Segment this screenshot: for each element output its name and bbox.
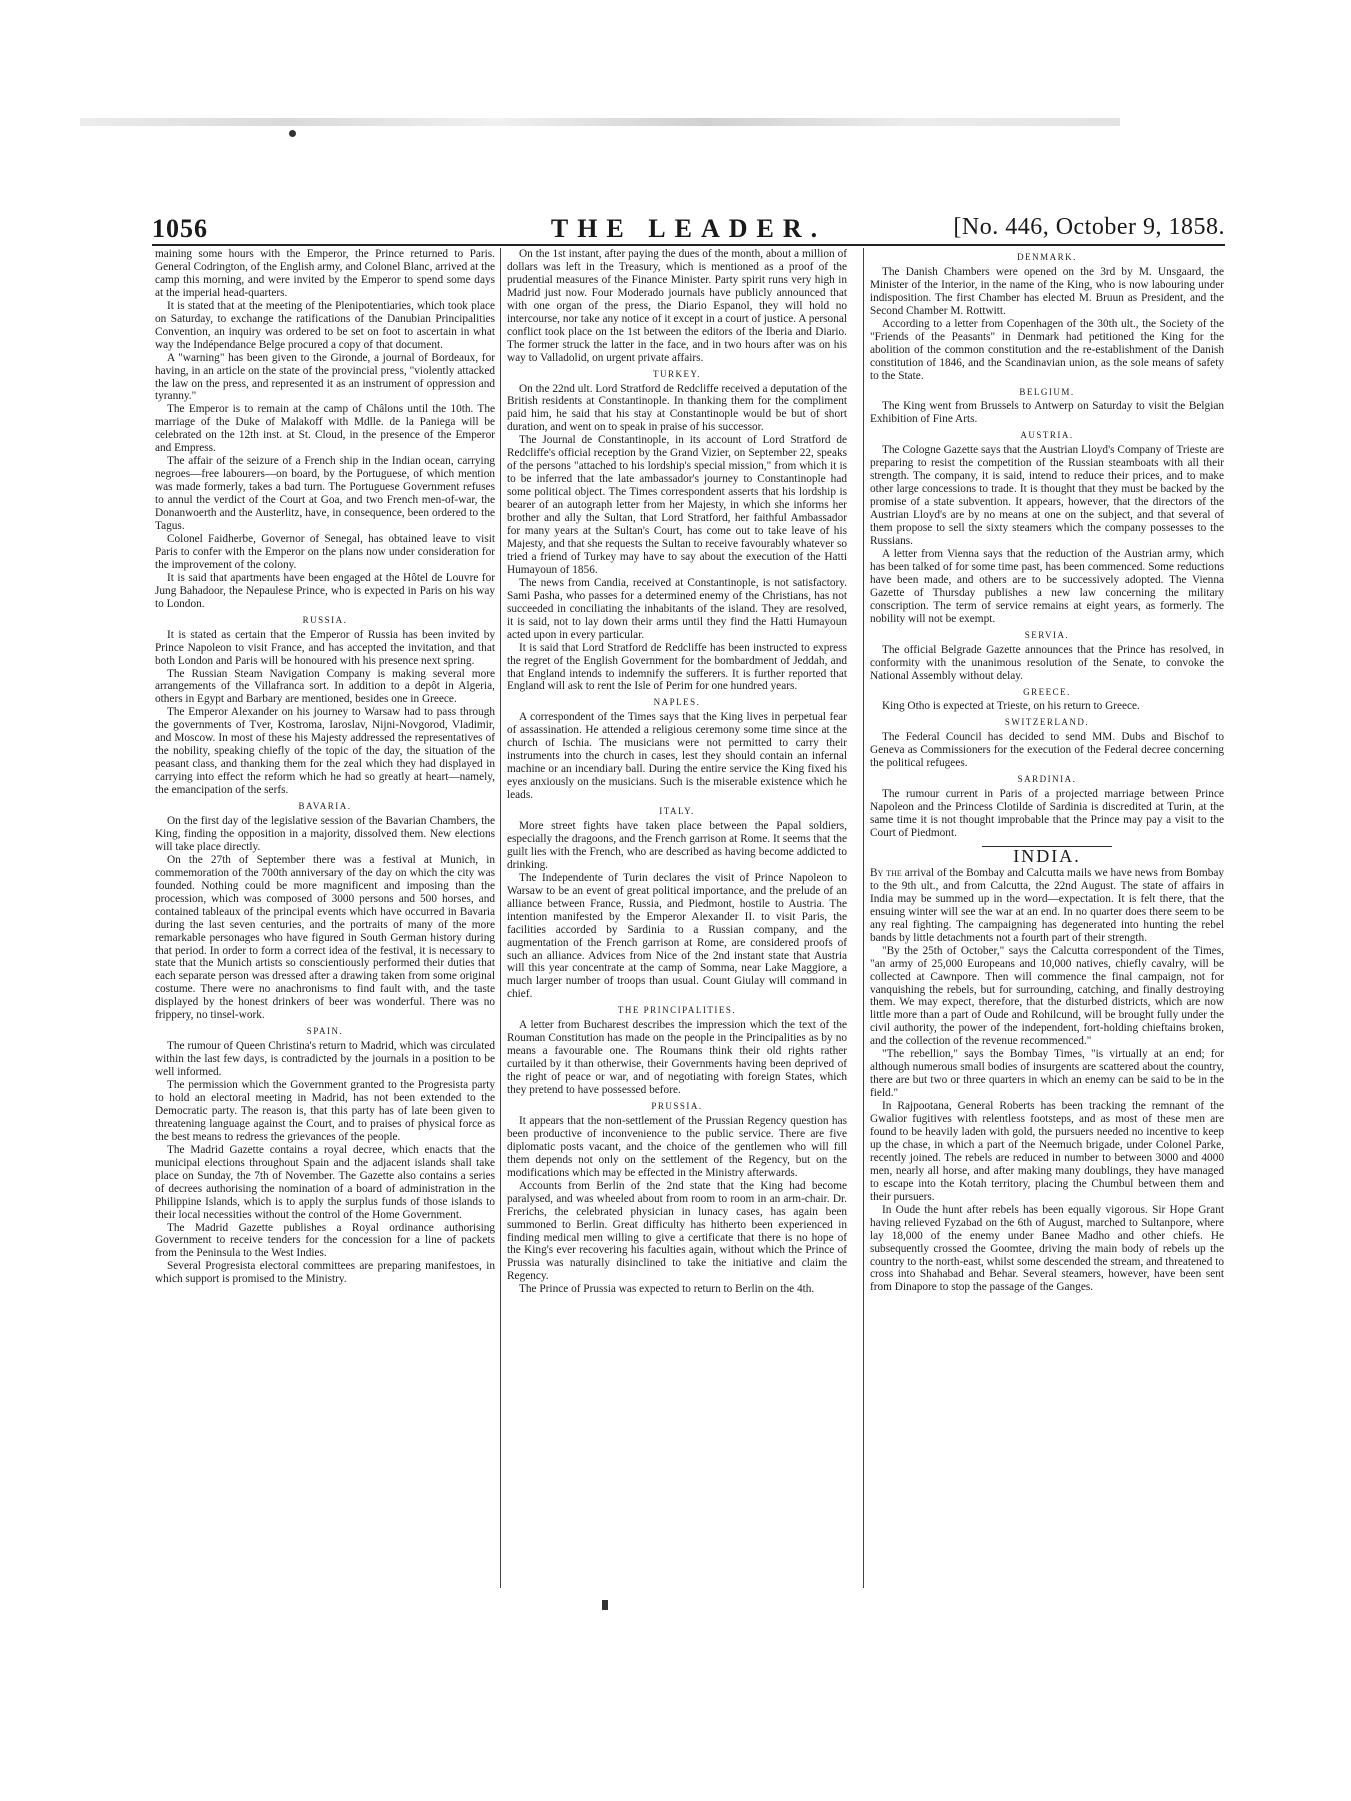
paragraph: The Emperor is to remain at the camp of Châlons until the 10th. The marriage of the Duke of Malakoff with Mdlle. de la Paniega will be celebrated on the 12th inst. at St. Cloud, in the presence of the Emperor and Empress. xyxy=(155,403,495,455)
section-heading-switzerland: SWITZERLAND. xyxy=(1004,717,1090,728)
paragraph: A letter from Bucharest describes the impression which the text of the Rouman Constitution has made on the people in the Principalities as by no means a favourable one. The Roumans think their old rights rather curtailed by it than otherwise, their Governments having been deprived of the right of peace or war, and of negotiating with foreign States, which they pretend to have possessed before. xyxy=(507,1019,847,1097)
paragraph xyxy=(870,867,1224,945)
section-heading-greece: GREECE. xyxy=(1023,686,1071,697)
paragraph: The rumour of Queen Christina's return to Madrid, which was circulated within the last few days, is contradicted by the journals in a position to be well informed. xyxy=(155,1040,495,1079)
scan-artifact-mark xyxy=(602,1600,608,1610)
paragraph: More street fights have taken place between the Papal soldiers, especially the dragoons, and the French garrison at Rome. It seems that the guilt lies with the French, who are described as having become addicted to drinking. xyxy=(507,819,847,871)
paragraph: The Russian Steam Navigation Company is making several more arrangements of the Villafranca sort. In addition to a depôt in Algeria, others in Egypt and Barbary are mentioned, besides one in Greece. xyxy=(155,667,495,706)
section-heading-russia: RUSSIA. xyxy=(302,614,348,625)
paragraph: The Madrid Gazette publishes a Royal ordinance authorising Government to receive tenders for the concession for a line of packets from the Peninsula to the West Indies. xyxy=(155,1221,495,1260)
paragraph: The rumour current in Paris of a projected marriage between Prince Napoleon and the Princess Clotilde of Sardinia is discredited at Turin, at the same time it is not thought improbable that the Prince may pay a visit to the Court of Piedmont. xyxy=(870,788,1224,840)
paragraph: "By the 25th of October," says the Calcutta correspondent of the Times, "an army of 25,000 Europeans and 10,000 natives, chiefly cavalry, will be collected at Cawnpore. Then will commence the final campaign, not for vanquishing the rebels, but for surrounding, catching, and finally destroying them. We may expect, therefore, that the disturbed districts, which are now little more than a part of Oude and Rohilcund, will be brought fully under the civil authority, the power of the independent, fort-holding chieftains broken, and the collection of the revenue recommenced." xyxy=(870,944,1224,1048)
section-heading-prussia: PRUSSIA. xyxy=(651,1101,703,1111)
page-number: 1056 xyxy=(152,214,208,243)
section-heading-sardinia: SARDINIA. xyxy=(1017,774,1077,785)
paragraph: On the 22nd ult. Lord Stratford de Redcliffe received a deputation of the British residents at Constantinople. In thanking them for the compliment paid him, he said that his stay at Constantinople would be but of short duration, and went on to speak in praise of his successor. xyxy=(507,382,847,434)
paragraph: On the 1st instant, after paying the dues of the month, about a million of dollars was left in the Treasury, which is mentioned as a proof of the prudential measures of the Finance Minister. Party spirit runs very high in Madrid just now. Four Moderado journals have publicly announced that with one organ of the press, the Diario Espanol, they will hold no intercourse, nor take any notice of it except in a court of justice. A personal conflict took place on the 1st between the editors of the Iberia and Diario. The former struck the latter in the face, and in two hours after was on his way to Valladolid, on urgent private affairs. xyxy=(507,248,847,364)
column-2 xyxy=(507,248,847,1588)
paragraph: The Journal de Constantinople, in its account of Lord Stratford de Redcliffe's official reception by the Grand Vizier, on September 22, speaks of the persons "attached to his lordship's special mission," from which it is to be inferred that the late ambassador's journey to Constantinople had some political object. The Times correspondent asserts that his lordship is bearer of an autograph letter from her Majesty, in which she informs her brother and ally the Sultan, that Lord Stratford, her faithful Ambassador for many years at the Sultan's Court, has come out to take leave of his Majesty, and that she requests the Sultan to receive favourably whatever so tried a friend of Turkey may have to say about the execution of the Hatti Humayoun of 1856. xyxy=(507,434,847,576)
paragraph: In Oude the hunt after rebels has been equally vigorous. Sir Hope Grant having relieved Fyzabad on the 6th of August, marched to Sultanpore, where lay 18,000 of the enemy under Banee Madho and other chiefs. He subsequently crossed the Goomtee, driving the main body of rebels up the country to the north-east, whilst some descended the stream, and threatened to cross into Shahabad and Behar. Several steamers, however, have been sent from Dinapore to stop the passage of the Ganges. xyxy=(870,1203,1224,1294)
section-heading-principalities: THE PRINCIPALITIES. xyxy=(617,1005,737,1016)
paragraph: The Federal Council has decided to send MM. Dubs and Bischof to Geneva as Commissioners for the execution of the Federal decree concerning the political refugees. xyxy=(870,731,1224,770)
paragraph: It is said that apartments have been engaged at the Hôtel de Louvre for Jung Bahadoor, the Nepaulese Prince, who is expected in Paris on his way to London. xyxy=(155,571,495,610)
paragraph: According to a letter from Copenhagen of the 30th ult., the Society of the "Friends of the Peasants" in Denmark had petitioned the King for the abolition of the common constitution and the re-establishment of the Danish constitution of 1846, and the Scandinavian union, as the sole means of safety to the State. xyxy=(870,317,1224,382)
paragraph: The Independente of Turin declares the visit of Prince Napoleon to Warsaw to be an event of great political importance, and the prelude of an alliance between France, Russia, and Piedmont, hostile to Austria. The intention manifested by the Emperor Alexander II. to visit Paris, the facilities accorded by Sardinia to a Russian company, and the augmentation of the French garrison at Rome, are considered proofs of such an alliance. Advices from Nice of the 2nd instant state that Austria will this year concentrate at the camp of Somma, near Lake Maggiore, a much larger number of troops than usual. Count Giulay will command in chief. xyxy=(507,871,847,1001)
paragraph: Accounts from Berlin of the 2nd state that the King had become paralysed, and was wheeled about from room to room in an arm-chair. Dr. Frerichs, the celebrated physician in lunacy cases, has again been summoned to Berlin. Great difficulty has hitherto been experienced in finding medical men willing to give a certificate that there is no hope of the King's ever recovering his faculties again, without which the Prince of Prussia was naturally disinclined to take the initiative and claim the Regency. xyxy=(507,1179,847,1283)
paragraph: On the first day of the legislative session of the Bavarian Chambers, the King, finding the opposition in a majority, dissolved them. New elections will take place directly. xyxy=(155,814,495,853)
header-rule xyxy=(152,244,1225,246)
section-heading-bavaria: BAVARIA. xyxy=(298,801,352,812)
paragraph: The King went from Brussels to Antwerp on Saturday to visit the Belgian Exhibition of Fine Arts. xyxy=(870,400,1224,426)
paragraph: The Emperor Alexander on his journey to Warsaw had to pass through the governments of Tver, Kostroma, Iaroslav, Nijni-Novgorod, Vladimir, and Moscow. In most of these his Majesty addressed the representatives of the nobility, speaking chiefly of the topic of the day, the situation of the peasant class, and thanking them for the zeal which they had displayed in carrying into effect the reform which he had so greatly at heart—namely, the emancipation of the serfs. xyxy=(155,706,495,797)
paragraph-body: arrival of the Bombay and Calcutta mails we have news from Bombay to the 9th ult., and from Calcutta, the 22nd August. The state of affairs in India may be summed up in the word—expectation. It is felt there, that the ensuing winter will see the war at an end. In no quarter does there seem to be any real fighting. The campaigning has degenerated into hunting the rebel bands by little detachments not a fourth part of their strength. xyxy=(870,866,1224,944)
paragraph: The Danish Chambers were opened on the 3rd by M. Unsgaard, the Minister of the Interior, in the name of the King, who is now labouring under indisposition. The first Chamber has elected M. Bruun as President, and the Second Chamber M. Rottwitt. xyxy=(870,265,1224,317)
column-divider xyxy=(500,248,501,1588)
paragraph: On the 27th of September there was a festival at Munich, in commemoration of the 700th anniversary of the day on which the city was founded. Nothing could be more magnificent and imposing than the procession, which was composed of 3000 persons and 500 horses, and contained tableaux of the principal events which have occurred in Bavaria during the last seven centuries, and the portraits of many of the more remarkable personages who have figured in South German history during that period. In order to form a correct idea of the festival, it is necessary to state that the Munich artists so conscientiously performed their duties that each separate person was dressed after a drawing taken from some original costume. There were no anachronisms to find fault with, and the taste displayed by the honest drinkers of beer was wonderful. There was no frippery, no tinsel-work. xyxy=(155,853,495,1022)
paragraph: The news from Candia, received at Constantinople, is not satisfactory. Sami Pasha, who passes for a determined enemy of the Christians, has not succeeded in conciliating the inhabitants of the island. They are resolved, it is said, not to lay down their arms until they find the Hatti Humayoun acted upon in every particular. xyxy=(507,576,847,641)
page-header xyxy=(152,214,1225,244)
section-heading-italy: ITALY. xyxy=(659,806,695,817)
section-heading-naples: NAPLES. xyxy=(653,697,701,708)
section-heading-denmark: DENMARK. xyxy=(1017,252,1077,262)
column-1 xyxy=(155,248,495,1588)
paragraph: The Prince of Prussia was expected to return to Berlin on the 4th. xyxy=(519,1283,815,1296)
scan-artifact-band xyxy=(80,118,1120,126)
paper-title: THE LEADER. xyxy=(550,214,827,243)
paragraph: King Otho is expected at Trieste, on his return to Greece. xyxy=(882,700,1140,713)
section-heading-spain: SPAIN. xyxy=(306,1026,344,1037)
paragraph: maining some hours with the Emperor, the Prince returned to Paris. General Codrington, of the English army, and Colonel Blanc, arrived at the camp this morning, and were invited by the Emperor to spend some days at the imperial head-quarters. xyxy=(155,248,495,299)
drop-lead: By the xyxy=(870,866,902,879)
scan-artifact-dot xyxy=(289,130,296,137)
section-heading-austria: AUSTRIA. xyxy=(1020,430,1074,441)
section-heading-india: INDIA. xyxy=(1013,845,1081,866)
paragraph: Several Progresista electoral committees are preparing manifestoes, in which support is promised to the Ministry. xyxy=(155,1260,495,1286)
paragraph: The permission which the Government granted to the Progresista party to hold an electoral meeting in Madrid, has not been extended to the Democratic party. The reason is, that this party has of late been given to threatening language against the Court, and to praises of physical force as the best means to redress the grievances of the people. xyxy=(155,1079,495,1143)
paragraph: A letter from Vienna says that the reduction of the Austrian army, which has been talked of for some time past, has been commenced. Some reductions have been made, and others are to be successively adopted. The Vienna Gazette of Thursday publishes a new law concerning the military conscription. The term of service remains at eight years, as formerly. The nobility will not be exempt. xyxy=(870,547,1224,625)
paragraph: The affair of the seizure of a French ship in the Indian ocean, carrying negroes—free labourers—on board, by the Portuguese, of which mention was made formerly, takes a bad turn. The Portuguese Government refuses to annul the verdict of the Court at Goa, and two French men-of-war, the Donanwoerth and the Austerlitz, have, in consequence, been ordered to the Tagus. xyxy=(155,455,495,533)
paragraph: The official Belgrade Gazette announces that the Prince has resolved, in conformity with the unanimous resolution of the Senate, to convoke the National Assembly without delay. xyxy=(870,643,1224,682)
paragraph: It is said that Lord Stratford de Redcliffe has been instructed to express the regret of the English Government for the bombardment of Jeddah, and that England intends to indemnify the sufferers. It is further reported that England will ask to rent the Isle of Perim for one hundred years. xyxy=(507,641,847,693)
section-heading-servia: SERVIA. xyxy=(1024,629,1070,640)
column-3 xyxy=(870,248,1224,1588)
section-heading-turkey: TURKEY. xyxy=(652,368,702,379)
paragraph: The Madrid Gazette contains a royal decree, which enacts that the municipal elections throughout Spain and the adjacent islands shall take place on Sunday, the 7th of November. The Gazette also contains a series of decrees authorising the nomination of a board of administration in the Philippine Islands, which is to apply the surplus funds of those islands to their local necessities without the control of the Home Government. xyxy=(155,1143,495,1221)
issue-info: [No. 446, October 9, 1858. xyxy=(953,214,1225,240)
paragraph: It appears that the non-settlement of the Prussian Regency question has been productive of inconvenience to the public service. There are five diplomatic posts vacant, and the choice of the gentlemen who will fill them depends not only on the settlement of the Regency, but on the modifications which may be effected in the Ministry afterwards. xyxy=(507,1114,847,1179)
paragraph: Colonel Faidherbe, Governor of Senegal, has obtained leave to visit Paris to confer with the Emperor on the plans now under consideration for the improvement of the colony. xyxy=(155,532,495,571)
section-heading-belgium: BELGIUM. xyxy=(1019,386,1075,397)
paragraph: In Rajpootana, General Roberts has been tracking the remnant of the Gwalior fugitives with relentless footsteps, and as most of these men are found to be heavily laden with gold, the pursuers needed no incentive to keep up the chase, in which a part of the Neemuch brigade, under Colonel Parke, recently joined. The rebels are reduced in number to between 3000 and 4000 men, nearly all horse, and after making many doublings, they have managed to escape into the Kotah territory, placing the Chumbul between them and their pursuers. xyxy=(870,1100,1224,1203)
paragraph: The Cologne Gazette says that the Austrian Lloyd's Company of Trieste are preparing to resist the competition of the Russian steamboats with all their strength. The company, it is said, intend to reduce their prices, and to make other large concessions to trade. It is thought that they must be backed by the promise of a state subvention. It appears, however, that the directors of the Austrian Lloyd's are by no means at one on the subject, and that several of them propose to sell the sixty steamers which the company possesses to the Russians. xyxy=(870,444,1224,548)
column-divider xyxy=(863,248,864,1588)
paragraph: A "warning" has been given to the Gironde, a journal of Bordeaux, for having, in an article on the state of the provincial press, "violently attacked the law on the press, and represented it as an instrument of oppression and tyranny." xyxy=(155,351,495,403)
paragraph: A correspondent of the Times says that the King lives in perpetual fear of assassination. He attended a religious ceremony some time since at the church of Ischia. The musicians were not permitted to carry their instruments into the church in cases, lest they should contain an infernal machine or an incendiary ball. During the entire service the King fixed his eyes anxiously on the musicians. Such is the miserable existence which he leads. xyxy=(507,711,847,802)
paragraph: "The rebellion," says the Bombay Times, "is virtually at an end; for although numerous small bodies of insurgents are scattered about the country, there are but two or three quarters in which an enemy can be said to be in the field." xyxy=(870,1048,1224,1100)
paragraph: It is stated as certain that the Emperor of Russia has been invited by Prince Napoleon to visit France, and has accepted the invitation, and that both London and Paris will be honoured with his presence next spring. xyxy=(155,628,495,667)
paragraph: It is stated that at the meeting of the Plenipotentiaries, which took place on Saturday, to exchange the ratifications of the Danubian Principalities Convention, an inquiry was ordered to be set on foot to ascertain in what way the Indépendance Belge procured a copy of that document. xyxy=(155,299,495,351)
